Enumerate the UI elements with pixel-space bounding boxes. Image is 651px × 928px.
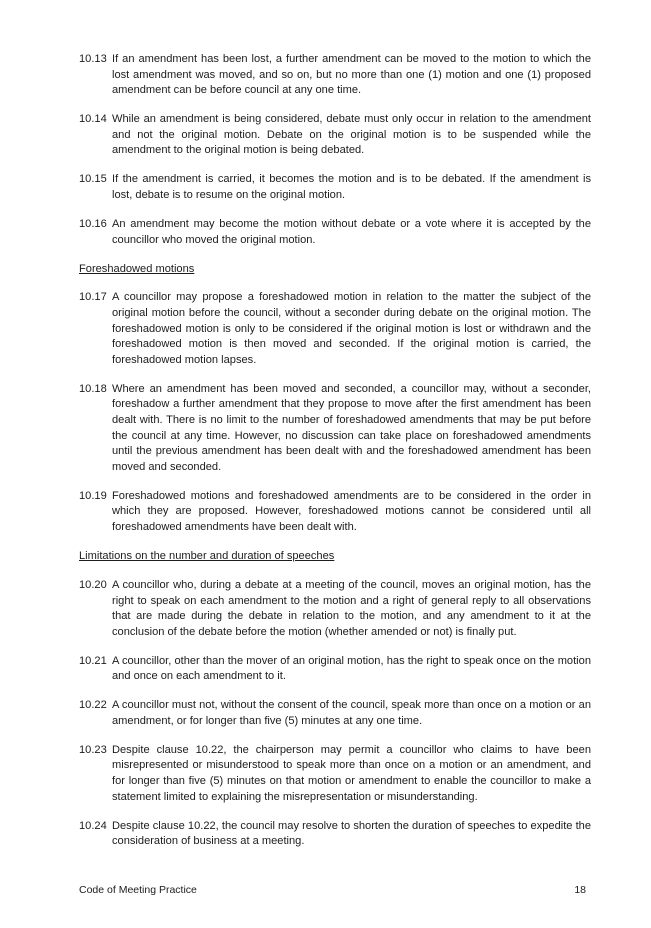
clause-number: 10.19 bbox=[79, 489, 107, 502]
section-heading-foreshadowed-motions: Foreshadowed motions bbox=[79, 262, 195, 275]
clause-text: A councillor who, during a debate at a meeting of the council, moves an original motion, has the right to speak on each amendment to the motion and a right of general reply to all observations that are made during the debate in relation to the motion, and any amendment to it at the conclusion of the debate before the motion (whether amended or not) is finally put. bbox=[112, 578, 591, 638]
clause-number: 10.22 bbox=[79, 699, 107, 712]
clause-number: 10.20 bbox=[79, 578, 107, 591]
clause-text: Foreshadowed motions and foreshadowed amendments are to be considered in the order in which they are proposed. However, foreshadowed motions cannot be considered until all foreshadowed amendments have been dealt with. bbox=[112, 489, 591, 533]
clause-text: A councillor, other than the mover of an original motion, has the right to speak once on the motion and once on each amendment to it. bbox=[112, 654, 591, 683]
clause-text: If an amendment has been lost, a further amendment can be moved to the motion to which the lost amendment was moved, and so on, but no more than one (1) motion and one (1) proposed amendment can be before council at any one time. bbox=[112, 53, 591, 97]
clause-text: Despite clause 10.22, the chairperson may permit a councillor who claims to have been misrepresented or misunderstood to speak more than once on a motion or an amendment, and for longer than five (5) minutes on that motion or amendment to enable the councillor to make a statement limited to explaining the misrepresentation or misunderstanding. bbox=[112, 743, 591, 803]
clause-10-20 bbox=[79, 578, 591, 640]
clause-number: 10.24 bbox=[79, 819, 107, 832]
clause-10-21 bbox=[79, 654, 591, 685]
clause-number: 10.17 bbox=[79, 291, 107, 304]
clause-10-17 bbox=[79, 290, 591, 368]
clause-text: If the amendment is carried, it becomes the motion and is to be debated. If the amendment is lost, debate is to resume on the original motion. bbox=[112, 173, 591, 201]
clause-number: 10.16 bbox=[79, 217, 107, 230]
clause-number: 10.15 bbox=[79, 173, 107, 186]
page-footer bbox=[79, 883, 586, 897]
clause-number: 10.13 bbox=[79, 53, 107, 65]
section-heading-speech-limitations: Limitations on the number and duration of speeches bbox=[79, 549, 335, 562]
clause-number: 10.18 bbox=[79, 382, 107, 395]
clause-10-23 bbox=[79, 743, 591, 805]
footer-page-number: 18 bbox=[574, 884, 586, 896]
clause-10-16 bbox=[79, 217, 591, 248]
clause-text: A councillor may propose a foreshadowed motion in relation to the matter the subject of the original motion before the council, without a seconder during debate on the original motion. The foreshadowed motion is only to be considered if the original motion is lost or withdrawn and the foreshadowed motion is then moved and seconded. If the original motion is carried, the foreshadowed motion lapses. bbox=[112, 291, 591, 366]
clause-text: While an amendment is being considered, debate must only occur in relation to the amendment and not the original motion. Debate on the original motion is to be suspended while the amendment to the original motion is being debated. bbox=[112, 113, 591, 157]
clause-text: A councillor must not, without the consent of the council, speak more than once on a motion or an amendment, or for longer than five (5) minutes at any one time. bbox=[112, 699, 591, 727]
clause-number: 10.21 bbox=[79, 654, 107, 667]
footer-document-title: Code of Meeting Practice bbox=[79, 884, 197, 896]
clause-10-14 bbox=[79, 112, 591, 159]
clause-10-22 bbox=[79, 698, 591, 729]
clause-10-13 bbox=[79, 52, 591, 99]
page-content bbox=[79, 52, 591, 863]
clause-10-18 bbox=[79, 382, 591, 476]
clause-text: Where an amendment has been moved and seconded, a councillor may, without a seconder, foreshadow a further amendment that they propose to move after the first amendment has been dealt with. There is no limit to the number of foreshadowed amendments that may be put before the council at any time. However, no discussion can take place on foreshadowed amendments until the previous amendment has been dealt with and the foreshadowed amendment has been moved and seconded. bbox=[112, 382, 591, 473]
clause-number: 10.14 bbox=[79, 113, 107, 126]
clause-text: Despite clause 10.22, the council may resolve to shorten the duration of speeches to expedite the consideration of business at a meeting. bbox=[112, 819, 591, 848]
clause-text: An amendment may become the motion without debate or a vote where it is accepted by the councillor who moved the original motion. bbox=[112, 217, 591, 246]
clause-10-24 bbox=[79, 819, 591, 850]
clause-number: 10.23 bbox=[79, 743, 107, 756]
clause-10-15 bbox=[79, 172, 591, 203]
clause-10-19 bbox=[79, 489, 591, 536]
